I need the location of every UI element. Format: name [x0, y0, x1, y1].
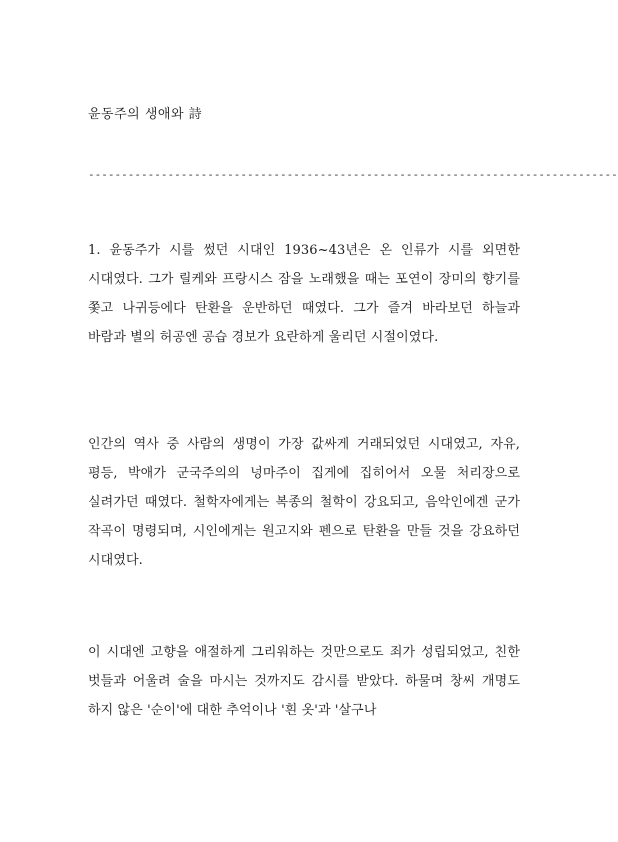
paragraph-3: 이 시대엔 고향을 애절하게 그리워하는 것만으로도 죄가 성립되었고, 친한 벗들과 어울려 술을 마시는 것까지도 감시를 받았다. 하물며 창씨 개명도 하지 않은 '순이'에 대한 추억이나 '흰 옷'과 '살구나: [88, 645, 520, 718]
paragraph-1: 1. 윤동주가 시를 썼던 시대인 1936~43년은 온 인류가 시를 외면한 시대였다. 그가 릴케와 프랑시스 잠을 노래했을 때는 포연이 장미의 향기를 쫓고 나귀등에다 탄환을 운반하던 때였다. 그가 즐겨 바라보던 하늘과 바람과 별의 허공엔 공습 경보가 요란하게 울리던 시절이였다.: [88, 243, 520, 345]
paragraph-2: 인간의 역사 중 사람의 생명이 가장 값싸게 거래되었던 시대였고, 자유, 평등, 박애가 군국주의의 넝마주이 집게에 집히어서 오물 처리장으로 실려가던 때였다. 철학자에게는 복종의 철학이 강요되고, 음악인에겐 군가 작곡이 명령되며, 시인에게는 원고지와 펜으로 탄환을 만들 것을 강요하던 시대였다.: [88, 437, 520, 568]
separator-line: --------------------------------------------------------------------------------: [88, 168, 618, 181]
document-title: 윤동주의 생애와 詩: [88, 107, 203, 122]
